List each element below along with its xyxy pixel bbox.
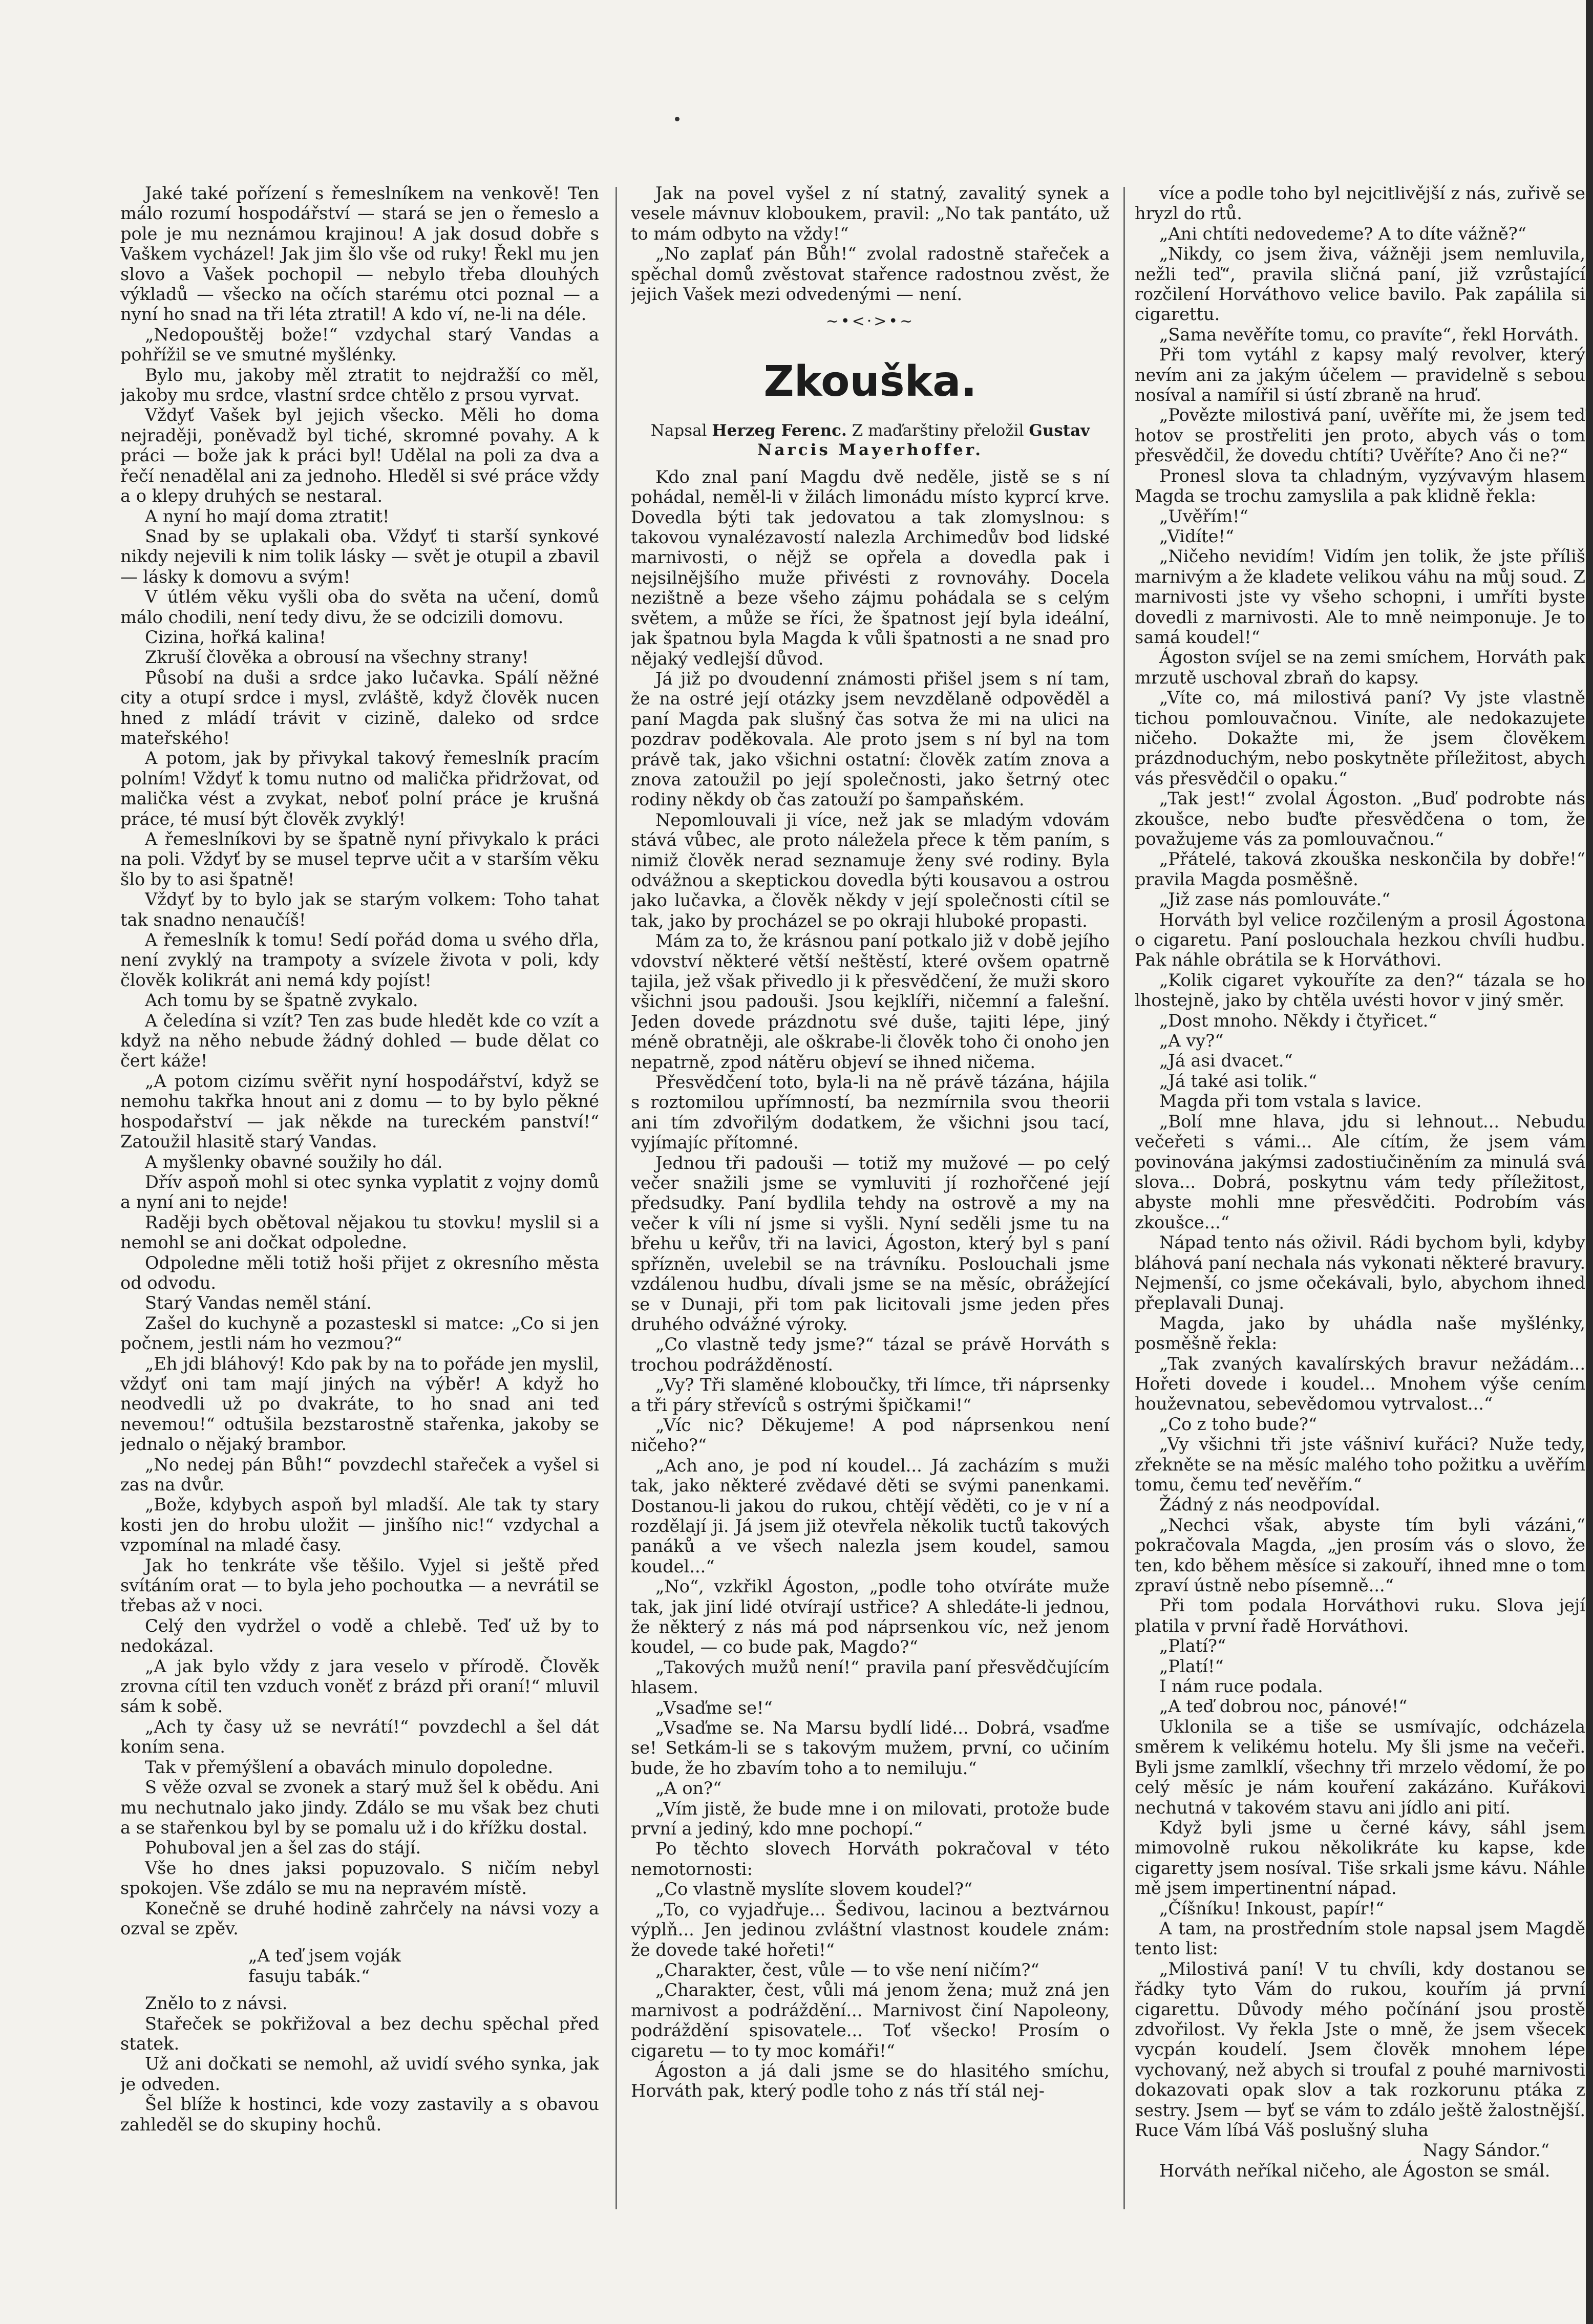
paragraph: Jak na povel vyšel z ní statný, zavalitý synek a vesele mávnuv kloboukem, pravil: „No tak pantáto, už to mám odbyto na vždy!“	[631, 183, 1110, 244]
paragraph: „Tak jest!“ zvolal Ágoston. „Buď podrobte nás zkoušce, nebo buďte přesvědčena o tom, že považujeme vás za pomlouvačnou.“	[1135, 788, 1585, 849]
paragraph: A řemeslníkovi by se špatně nyní přivykalo k práci na poli. Vždyť by se musel teprve učit a v starším věku šlo by to asi špatně!	[120, 829, 599, 889]
paragraph: „Vím jistě, že bude mne i on milovati, protože bude první a jediný, kdo mne pochopí.“	[631, 1798, 1110, 1839]
paragraph: V útlém věku vyšli oba do světa na učení, domů málo chodili, není tedy divu, že se odcizili domovu.	[120, 587, 599, 627]
paragraph: A čeledína si vzít? Ten zas bude hledět kde co vzít a když na něho nebude žádný dohled — bude dělat co čert káže!	[120, 1010, 599, 1071]
paragraph: Ágoston svíjel se na zemi smíchem, Horváth pak mrzutě uschoval zbraň do kapsy.	[1135, 647, 1585, 688]
paragraph: Cizina, hořká kalina!	[145, 627, 326, 647]
author-name: Herzeg Ferenc.	[712, 421, 847, 440]
paragraph: Jednou tři padouši — totiž my mužové — po celý večer snažili jsme se vymluviti jí rozhořčené její předsudky. Paní bydlila tehdy na ostrově a my na večer k víli ní jsme si vyšli. Nyní seděli jsme tu na břehu u keřův, tři na lavici, Ágoston, který byl s paní spřízněn, uvelebil se na trávníku. Poslouchali jsme vzdálenou hudbu, dívali jsme se na měsíc, obrážející se v Dunaji, při tom pak licitovali jsme jeden přes druhého odvážné výroky.	[631, 1153, 1110, 1334]
paragraph: A myšlenky obavné soužily ho dál.	[145, 1152, 443, 1172]
paragraph: Stařeček se pokřižoval a bez dechu spěchal před statek.	[120, 2013, 599, 2054]
story-text-part1	[631, 467, 1110, 2101]
paragraph: Tak v přemýšlení a obavách minulo dopoledne.	[145, 1757, 554, 1777]
paragraph: Snad by se uplakali oba. Vždyť ti starší synkové nikdy nejevili k nim tolik lásky — svět je otupil a zbavil — lásky k domovu a svým!	[120, 526, 599, 587]
paragraph: Přesvědčení toto, byla-li na ně právě tázána, hájila s roztomilou upřímností, ba nezmírnila svou theorii ani tím zdvořilým dodatkem, že všichni jsou tací, vyjímajíc přítomné.	[631, 1072, 1110, 1153]
paragraph: „A vy?“	[1159, 1031, 1224, 1051]
paragraph: Celý den vydržel o vodě a chlebě. Teď už by to nedokázal.	[120, 1615, 599, 1656]
paragraph: „Povězte milostivá paní, uvěříte mi, že jsem teď hotov se prostřeliti jen proto, abych vás o tom přesvědčil, že dovedu chtíti? Uvěříte? Ano či ne?“	[1135, 405, 1585, 466]
paragraph: „Já také asi tolik.“	[1159, 1071, 1317, 1091]
paragraph: Nepomlouvali ji více, než jak se mladým vdovám stává vůbec, ale proto náležela přece k těm paním, s nimiž člověk nerad seznamuje ženy své rodiny. Byla odvážnou a skeptickou dovedla býti kousavou a ostrou jako lučavka, a člověk někdy v její společnosti cítil se tak, jako by procházel se po okraji hluboké propasti.	[631, 809, 1110, 931]
paragraph: Mám za to, že krásnou paní potkalo již v době jejího vdovství některé větší neštěstí, které ovšem opatrně tajila, jež však přivedlo ji k přesvědčení, že muži skoro všichni jsou padouši. Jsou kejklíři, ničemní a falešní. Jeden dovede prázdnotu své duše, tajiti lépe, jiný méně obratněji, ale oškrabe-li člověk toho či onoho jen nepatrně, zpod nátěru objeví se ihned ničema.	[631, 931, 1110, 1072]
paragraph: A nyní ho mají doma ztratit!	[145, 506, 390, 526]
paragraph: Znělo to z návsi.	[145, 1993, 288, 2014]
verse-line: fasuju tabák.“	[248, 1966, 370, 1986]
paragraph: Zkruší člověka a obrousí na všechny strany!	[145, 647, 529, 668]
paragraph: Bylo mu, jakoby měl ztratit to nejdražší co měl, jakoby mu srdce, vlastní srdce chtělo z prsou vyrvat.	[120, 365, 599, 406]
paragraph: Při tom vytáhl z kapsy malý revolver, který nevím ani za jakým účelem — pravidelně s sebou nosíval a namířil si ústí zbraně na hruď.	[1135, 345, 1585, 406]
paragraph: Horváth neříkal ničeho, ale Ágoston se smál.	[1159, 2160, 1550, 2181]
paragraph: A tam, na prostředním stole napsal jsem Magdě tento list:	[1135, 1918, 1585, 1959]
paragraph: Kdo znal paní Magdu dvě neděle, jistě se s ní pohádal, neměl-li v žilách limonádu místo kyprcí krve. Dovedla býti tak jedovatou a tak zlomyslnou: s takovou vynalézavostí nalezla Archimedův bod lidské marnivosti, o nějž se opřela a dovedla pak i nejsilnějšího muže přivésti z rovnováhy. Docela nezištně a beze všeho zájmu pohádala se s celým světem, a může se říci, že špatnost její byla ideální, jak špatnou byla Magda k vůli špatnosti a ne snad pro nějaký vedlejší důvod.	[631, 466, 1110, 669]
byline-lead: Napsal	[650, 421, 707, 440]
paragraph: Zašel do kuchyně a pozasteskl si matce: „Co si jen počnem, jestli nám ho vezmou?“	[120, 1313, 599, 1354]
paragraph: Nagy Sándor.“	[1422, 2140, 1549, 2161]
paragraph: „Přátelé, taková zkouška neskončila by dobře!“ pravila Magda posměšně.	[1135, 849, 1585, 889]
paragraph: „Dost mnoho. Někdy i čtyřicet.“	[1159, 1010, 1437, 1031]
column-right	[1135, 183, 1585, 2221]
section-ornament: ~•<·>•~	[825, 312, 915, 331]
paragraph: Šel blíže k hostinci, kde vozy zastavily a s obavou zahleděl se do skupiny hochů.	[120, 2094, 599, 2135]
paragraph: „Co z toho bude?“	[1159, 1414, 1318, 1434]
story-title: Zkouška.	[763, 357, 977, 406]
column-rule-left	[615, 187, 617, 2209]
paragraph: Pronesl slova ta chladným, vyzývavým hlasem Magda se trochu zamyslila a pak klidně řekla:	[1135, 465, 1585, 506]
paragraph: Už ani dočkati se nemohl, až uvidí svého synka, jak je odveden.	[120, 2054, 599, 2094]
paragraph: Když byli jsme u černé kávy, sáhl jsem mimovolně rukou několikráte ku kapse, kde cigaretty jsem nosíval. Tiše srkali jsme kávu. Náhle mě jsem impertinentní nápad.	[1135, 1817, 1585, 1899]
column-left	[120, 183, 599, 2221]
paragraph: „Bolí mne hlava, jdu si lehnout... Nebudu večeřeti s vámi... Ale cítím, že jsem vám povinována jakýmsi zadostiučiněním za minulá svá slova... Dobrá, poskytnu vám tedy příležitost, abyste mohli mne přesvědčiti. Podrobím vás zkoušce...“	[1135, 1111, 1585, 1232]
paragraph: „Milostivá paní! V tu chvíli, kdy dostanou se řádky tyto Vám do rukou, kouřím já první cigarettu. Důvody mého počínání jsou prostě zdvořilost. Vy řekla Jste o mně, že jsem všecek vycpán koudelí. Jsem člověk mnohem lépe vychovaný, než abych si troufal z pouhé marnivosti dokazovati opak slov a tak rozkorunu ptáka z sestry. Jsem — byť se vám to zdálo ještě žalostnější. Ruce Vám líbá Váš poslušný sluha	[1135, 1958, 1585, 2140]
paragraph: Působí na duši a srdce jako lučavka. Spálí něžné city a otupí srdce i mysl, zvláště, když člověk nucen hned z mládí trávit v cizině, daleko od srdce mateřského!	[120, 667, 599, 748]
paragraph: „Platí!“	[1159, 1656, 1224, 1676]
paragraph: „Ničeho nevidím! Vidím jen tolik, že jste příliš marnivým a že kladete velikou váhu na můj soud. Z marnivosti jste vy všeho schopni, i umříti byste dovedli z marnivosti. Ale to mně neimponuje. Je to samá koudel!“	[1135, 546, 1585, 647]
paragraph: „To, co vyjadřuje... Šedivou, lacinou a beztvárnou výplň... Jen jedinou zvláštní vlastnost koudele znám: že dovede také hořeti!“	[631, 1899, 1110, 1960]
paragraph: A potom, jak by přivykal takový řemeslník pracím polním! Vždyť k tomu nutno od malička přidržovat, od malička vést a zvykat, neboť polní práce je krušná práce, té musí být člověk zvyklý!	[120, 748, 599, 829]
paragraph: „A potom cizímu svěřit nyní hospodářství, když se nemohu takřka hnout ani z domu — to by bylo pěkné hospodařství — jak někde na tureckém panství!“ Zatoužil hlasitě starý Vandas.	[120, 1071, 599, 1152]
paragraph: „Ach ano, je pod ní koudel... Já zacházím s muži tak, jako některé zvědavé děti se svými panenkami. Dostanou-li jakou do rukou, chtějí věděti, co je v ní a rozdělají ji. Já jsem již otevřela několik tuctů takových panáků a ve všech nalezla jsem koudel, samou koudel...“	[631, 1455, 1110, 1576]
paragraph: Nápad tento nás oživil. Rádi bychom byli, kdyby bláhová paní nechala nás vykonati některé bravury. Nejmenší, co jsme očekávali, bylo, abychom ihned přeplavali Dunaj.	[1135, 1232, 1585, 1313]
paragraph: Při tom podala Horváthovi ruku. Slova její platila v první řadě Horváthovi.	[1135, 1595, 1585, 1636]
paragraph: „Sama nevěříte tomu, co pravíte“, řekl Horváth.	[1159, 324, 1579, 345]
paragraph: „Co vlastně myslíte slovem koudel?“	[655, 1879, 973, 1900]
paragraph: „Charakter, čest, vůli má jenom žena; muž zná jen marnivost a podráždění... Marnivost činí Napoleony, podráždění spisovatele... Toť všecko! Prosím o cigaretu — to ty moc komáři!“	[631, 1980, 1110, 2061]
paragraph: „Vsaďme se!“	[655, 1697, 773, 1718]
paragraph: I nám ruce podala.	[1159, 1676, 1323, 1697]
paragraph: „No“, vzkřikl Ágoston, „podle toho otvíráte muže tak, jak jiní lidé otvírají ustřice? A shledáte-li jednou, že některý z nás má pod náprsenkou víc, než jenom koudel, — co bude pak, Magdo?“	[631, 1576, 1110, 1657]
verse-line: „A teď jsem voják	[248, 1946, 401, 1966]
paragraph: Horváth byl velice rozčileným a prosil Ágostona o cigaretu. Paní poslouchala hezkou chvíli hudbu. Pak náhle obrátila se k Horváthovi.	[1135, 909, 1585, 970]
paragraph: „A teď dobrou noc, pánové!“	[1159, 1696, 1408, 1717]
paragraph: „Platí?“	[1159, 1636, 1226, 1656]
song-verse	[248, 1946, 599, 1986]
paragraph: S věže ozval se zvonek a starý muž šel k obědu. Ani mu nechutnalo jako jindy. Zdálo se mu však bez chuti a se stařenkou byl by se pomalu už i do křížku dostal.	[120, 1777, 599, 1838]
paragraph: „A on?“	[655, 1778, 722, 1799]
paragraph: „Kolik cigaret vykouříte za den?“ tázala se ho lhostejně, jako by chtěla uvésti hovor v jiný směr.	[1135, 970, 1585, 1011]
previous-story-ending	[631, 183, 1110, 304]
paragraph: „Víte co, má milostivá paní? Vy jste vlastně tichou pomlouvačnou. Viníte, ale nedokazujete ničeho. Dokažte mi, že jsem člověkem prázdnoduchým, nebo poskytněte příležitost, abych vás přesvědčil o opaku.“	[1135, 688, 1585, 788]
paragraph: Konečně se druhé hodině zahrčely na návsi vozy a ozval se zpěv.	[120, 1898, 599, 1938]
page-edge	[1586, 0, 1593, 2324]
paragraph: Odpoledne měli totiž hoši přijet z okresního města od odvodu.	[120, 1252, 599, 1293]
paragraph: „Ani chtíti nedovedeme? A to díte vážně?“	[1159, 223, 1526, 244]
paragraph: Vždyť Vašek byl jejich všecko. Měli ho doma nejraději, poněvadž byl tiché, skromné povahy. A k práci — bože jak k práci byl! Udělal na poli za dva a řečí nenadělal ani za jednoho. Hleděl si své práce vždy a o klepy druhých se nestaral.	[120, 405, 599, 506]
translator-first-name: Gustav	[1029, 421, 1090, 440]
paragraph: Žádný z nás neodpovídal.	[1159, 1495, 1380, 1515]
paragraph: „No zaplať pán Bůh!“ zvolal radostně stařeček a spěchal domů zvěstovat stařence radostnou zvěst, že jejich Vašek mezi odvedenými — není.	[631, 244, 1110, 305]
translator-name: Narcis Mayerhoffer.	[757, 440, 983, 459]
paragraph: Magda, jako by uhádla naše myšlénky, posměšně řekla:	[1135, 1313, 1585, 1354]
paragraph: více a podle toho byl nejcitlivější z nás, zuřivě se hryzl do rtů.	[1135, 183, 1585, 224]
paragraph: Starý Vandas neměl stání.	[145, 1293, 372, 1313]
paragraph: Jaké také pořízení s řemeslníkem na venkově! Ten málo rozumí hospodářství — stará se jen o řemeslo a pole je mu neznámou krajinou! A jak dosud dobře s Vaškem vycházel! Jak jim šlo vše od ruky! Řekl mu jen slovo a Vašek pochopil — nebylo třeba dlouhých výkladů — všecko na očích starému otci poznal — a nyní ho snad na tři léta ztratil! A kdo ví, ne-li na déle.	[120, 183, 599, 325]
paragraph: Magda při tom vstala s lavice.	[1159, 1091, 1422, 1112]
paragraph: Jak ho tenkráte vše těšilo. Vyjel si ještě před svítáním orat — to byla jeho pochoutka — a nevrátil se třebas až v noci.	[120, 1555, 599, 1616]
paragraph: „Vidíte!“	[1159, 526, 1235, 546]
paragraph: „Já asi dvacet.“	[1159, 1051, 1293, 1071]
paragraph: Vždyť by to bylo jak se starým volkem: Toho tahat tak snadno nenaučíš!	[120, 889, 599, 930]
paragraph: „Uvěřím!“	[1159, 506, 1248, 526]
paragraph: Raději bych obětoval nějakou tu stovku! myslil si a nemohl se ani dočkat odpoledne.	[120, 1212, 599, 1253]
paragraph: „No nedej pán Bůh!“ povzdechl stařeček a vyšel si zas na dvůr.	[120, 1454, 599, 1495]
paragraph: Ágoston a já dali jsme se do hlasitého smíchu, Horváth pak, který podle toho z nás tří stál nej-	[631, 2060, 1110, 2101]
paragraph: Uklonila se a tiše se usmívajíc, odcházela směrem k velikému hotelu. My šli jsme na večeři. Byli jsme zamlklí, všechny tři mrzelo vědomí, že po celý měsíc je nám kouření zakázáno. Kuřákovi nechutná v takovém stavu ani jídlo ani pití.	[1135, 1716, 1585, 1818]
paragraph: Vše ho dnes jaksi popuzovalo. S ničím nebyl spokojen. Vše zdálo se mu na nepravém místě.	[120, 1858, 599, 1899]
paragraph: „Tak zvaných kavalírských bravur nežádám... Hořeti dovede i koudel... Mnohem výše cením houževnatou, sebevědomou vytrvalost...“	[1135, 1353, 1585, 1414]
paragraph: „Nechci však, abyste tím byli vázáni,“ pokračovala Magda, „jen prosím vás o slovo, že ten, kdo během měsíce si zakouří, ihned mne o tom zpraví ústně nebo písemně...“	[1135, 1515, 1585, 1596]
paragraph: „A jak bylo vždy z jara veselo v přírodě. Člověk zrovna cítil ten vzduch voněť z brázd při oraní!“ mluvil sám k sobě.	[120, 1656, 599, 1717]
column-middle	[631, 183, 1110, 2221]
paragraph: „Takových mužů není!“ pravila paní přesvědčujícím hlasem.	[631, 1657, 1110, 1698]
paragraph: „Co vlastně tedy jsme?“ tázal se právě Horváth s trochou podrážděností.	[631, 1334, 1110, 1375]
byline-translation: Z maďarštiny přeložil	[852, 421, 1024, 440]
column-rule-right	[1123, 187, 1125, 2209]
paragraph: Dřív aspoň mohl si otec synka vyplatit z vojny domů a nyní ani to nejde!	[120, 1171, 599, 1212]
paragraph: Pohuboval jen a šel zas do stájí.	[145, 1838, 421, 1858]
paragraph: „Eh jdi bláhový! Kdo pak by na to pořáde jen myslil, vždyť oni tam mají jiných na výběr! A když ho neodvedli už po dvakráte, to ho snad ani teď nevemou!“ odtušila bezstarostně stařenka, jakoby se jednalo o nějaký brambor.	[120, 1353, 599, 1455]
paragraph: „Charakter, čest, vůle — to vše není ničím?“	[655, 1959, 1039, 1980]
paragraph: Já již po dvoudenní známosti přišel jsem s ní tam, že na ostré její otázky jsem nevzdělaně odpověděl a paní Magda pak slušný čas sotva že mi na ulici na pozdrav poděkovala. Ale proto jsem s ní byl na tom právě tak, jako všichni ostatní: člověk zatím znova a znova zatoužil po její společnosti, jako šetrný otec rodiny někdy ob čas zatouží po šampaňském.	[631, 668, 1110, 810]
paragraph: „Číšníku! Inkoust, papír!“	[1159, 1898, 1385, 1918]
paragraph: „Vy? Tři slaměné kloboučky, tři límce, tři náprsenky a tři páry střevíců s ostrými špičkami!“	[631, 1375, 1110, 1415]
paragraph: „Vsaďme se. Na Marsu bydlí lidé... Dobrá, vsaďme se! Setkám-li se s takovým mužem, první, co učiním bude, že ho zbavím toho a to nemiluju.“	[631, 1718, 1110, 1778]
paragraph: Ach tomu by se špatně zvykalo.	[145, 990, 418, 1011]
paragraph: „Nikdy, co jsem živa, vážněji jsem nemluvila, nežli teď“, pravila sličná paní, již vzrůstající rozčilení Horváthovo velice bavilo. Pak zapálila si cigarettu.	[1135, 244, 1585, 325]
paragraph: „Nedopouštěj bože!“ vzdychal starý Vandas a pohřížil se ve smutné myšlénky.	[120, 324, 599, 365]
paragraph: Po těchto slovech Horváth pokračoval v této nemotornosti:	[631, 1839, 1110, 1879]
paragraph: „Vy všichni tři jste vášniví kuřáci? Nuže tedy, zřekněte se na měsíc malého toho požitku a uvěřím tomu, čemu teď nevěřím.“	[1135, 1434, 1585, 1495]
paragraph: „Již zase nás pomlouváte.“	[1159, 889, 1391, 910]
paragraph: A řemeslník k tomu! Sedí pořád doma u svého dřla, není zvyklý na trampoty a svízele života v poli, kdy člověk kolikrát ani nemá kdy pojíst!	[120, 930, 599, 990]
story-byline	[631, 421, 1110, 460]
paragraph: „Ach ty časy už se nevrátí!“ povzdechl a šel dát koním sena.	[120, 1716, 599, 1757]
paragraph: „Víc nic? Děkujeme! A pod náprsenkou není ničeho?“	[631, 1415, 1110, 1456]
ink-dot	[675, 117, 679, 121]
paragraph: „Bože, kdybych aspoň byl mladší. Ale tak ty stary kosti jen do hrobu uložit — jinšího nic!“ vzdychal a vzpomínal na mladé časy.	[120, 1495, 599, 1555]
